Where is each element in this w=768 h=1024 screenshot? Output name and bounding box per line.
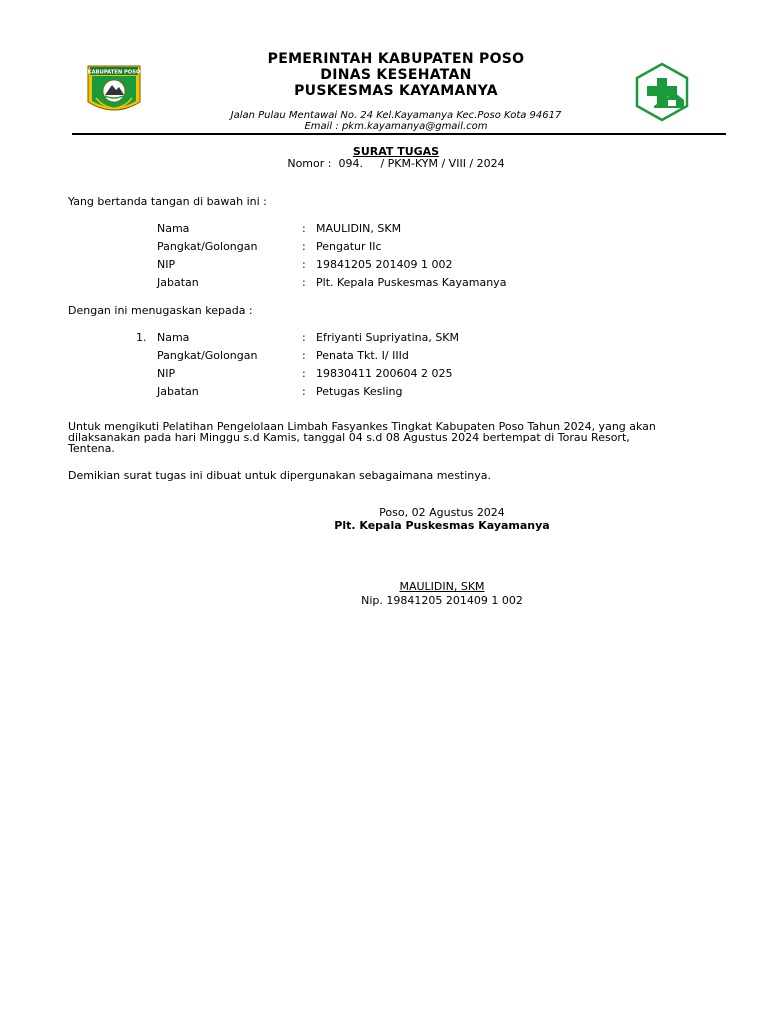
assignee-row-nip — [0, 367, 768, 383]
field-colon: : — [302, 240, 306, 253]
field-colon: : — [302, 258, 306, 271]
field-colon: : — [302, 222, 306, 235]
field-label: NIP — [157, 258, 176, 271]
header-email: Email : pkm.kayamanya@gmail.com — [304, 121, 488, 132]
field-value: 19830411 200604 2 025 — [316, 367, 453, 380]
signature-position: Plt. Kepala Puskesmas Kayamanya — [334, 519, 550, 532]
field-label: NIP — [157, 367, 176, 380]
field-colon: : — [302, 367, 306, 380]
field-label: Pangkat/Golongan — [157, 240, 258, 253]
header-department: DINAS KESEHATAN — [320, 67, 472, 83]
field-value: Penata Tkt. I/ IIId — [316, 349, 409, 362]
signer-row-name — [0, 222, 768, 238]
intro-text: Yang bertanda tangan di bawah ini : — [68, 195, 267, 208]
field-value: Petugas Kesling — [316, 385, 403, 398]
signer-row-nip — [0, 258, 768, 274]
field-colon: : — [302, 276, 306, 289]
field-label: Jabatan — [157, 385, 199, 398]
field-value: Plt. Kepala Puskesmas Kayamanya — [316, 276, 507, 289]
document-number: Nomor : 094. / PKM-KYM / VIII / 2024 — [287, 157, 505, 170]
field-label: Nama — [157, 222, 190, 235]
assignee-row-rank — [0, 349, 768, 365]
signer-row-position — [0, 276, 768, 292]
assignee-row-name — [0, 331, 768, 347]
header-government: PEMERINTAH KABUPATEN POSO — [267, 51, 525, 67]
header-address: Jalan Pulau Mentawai No. 24 Kel.Kayamanya Kec.Poso Kota 94617 — [230, 110, 562, 121]
signature-nip: Nip. 19841205 201409 1 002 — [361, 594, 523, 607]
document-title: SURAT TUGAS — [352, 145, 440, 158]
field-colon: : — [302, 331, 306, 344]
signer-row-rank — [0, 240, 768, 256]
signature-name: MAULIDIN, SKM — [399, 580, 485, 593]
field-colon: : — [302, 349, 306, 362]
field-label: Jabatan — [157, 276, 199, 289]
assignee-row-position — [0, 385, 768, 401]
field-label: Nama — [157, 331, 190, 344]
body-paragraph — [68, 421, 708, 454]
assign-intro-text: Dengan ini menugaskan kepada : — [68, 304, 253, 317]
field-value: Efriyanti Supriyatina, SKM — [316, 331, 460, 344]
field-colon: : — [302, 385, 306, 398]
header-divider — [72, 133, 726, 135]
field-value: MAULIDIN, SKM — [316, 222, 402, 235]
body-line: Tentena. — [68, 442, 115, 455]
field-label: Pangkat/Golongan — [157, 349, 258, 362]
signature-place-date: Poso, 02 Agustus 2024 — [379, 506, 505, 519]
svg-text:KABUPATEN POSO: KABUPATEN POSO — [87, 69, 141, 76]
header-puskesmas: PUSKESMAS KAYAMANYA — [294, 83, 498, 99]
closing-text: Demikian surat tugas ini dibuat untuk dipergunakan sebagaimana mestinya. — [68, 469, 492, 482]
field-value: 19841205 201409 1 002 — [316, 258, 453, 271]
field-value: Pengatur IIc — [316, 240, 382, 253]
list-number: 1. — [136, 331, 147, 344]
body-line: Untuk mengikuti Pelatihan Pengelolaan Limbah Fasyankes Tingkat Kabupaten Poso Tahun 2024, yang akan — [68, 420, 656, 433]
body-line: dilaksanakan pada hari Minggu s.d Kamis, tanggal 04 s.d 08 Agustus 2024 bertempat di Torau Resort, — [68, 431, 630, 444]
